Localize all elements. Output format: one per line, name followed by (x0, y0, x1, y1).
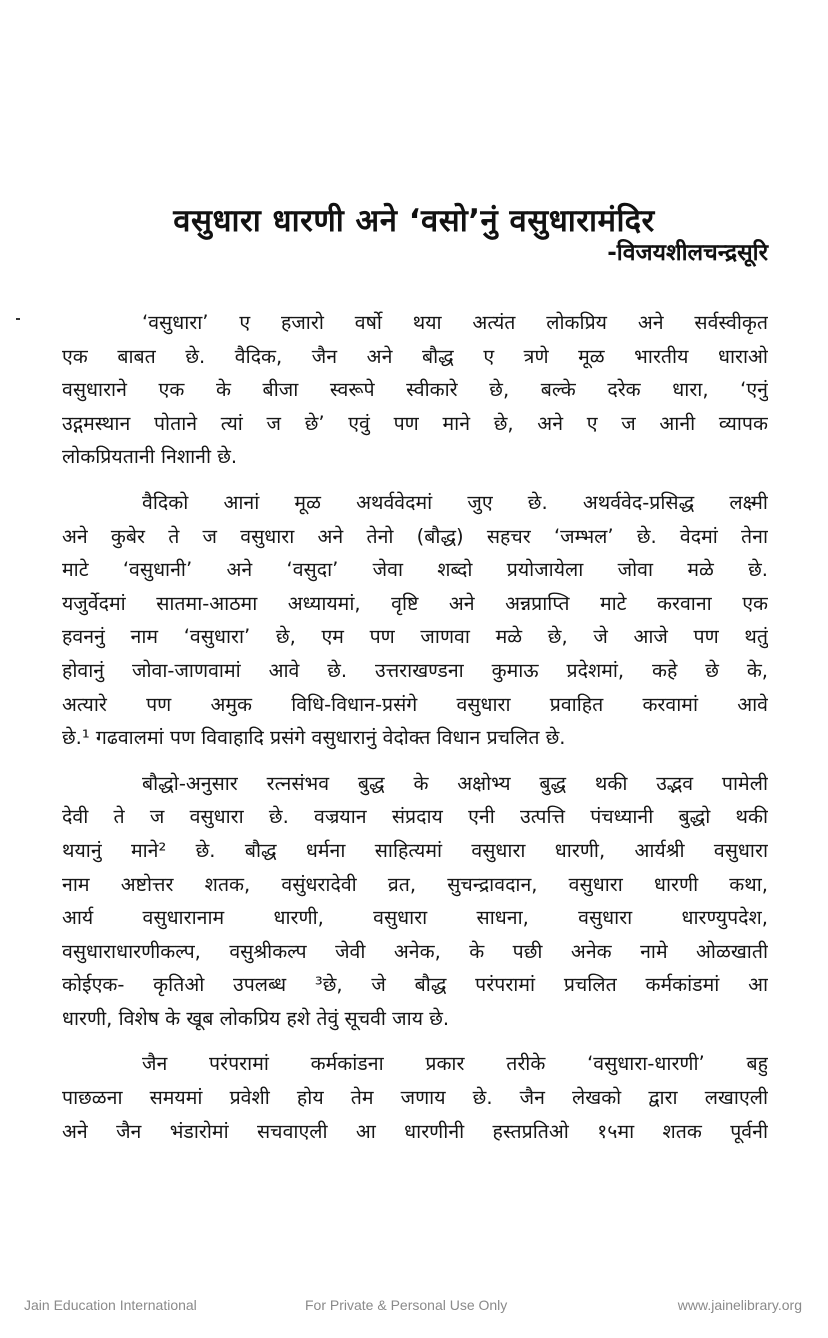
text-line: वसुधाराने एक के बीजा स्वरूपे स्वीकारे छे, बल्के दरेक धारा, ‘एनुं (62, 378, 768, 402)
text-line: देवी ते ज वसुधारा छे. वज्रयान संप्रदाय एनी उत्पत्ति पंचध्यानी बुद्धो थकी (62, 805, 768, 829)
text-line: छे.¹ गढवालमां पण विवाहादि प्रसंगे वसुधारानुं वेदोक्त विधान प्रचलित छे. (62, 726, 566, 750)
text-line: होवानुं जोवा-जाणवामां आवे छे. उत्तराखण्डना कुमाऊ प्रदेशमां, कहे छे के, (62, 658, 768, 682)
author-byline: -विजयशीलचन्द्रसूरि (607, 240, 768, 266)
text-line: वसुधाराधारणीकल्प, वसुश्रीकल्प जेवी अनेक, के पछी अनेक नामे ओळखाती (62, 939, 768, 963)
paragraph-1 (62, 306, 768, 474)
footer-publisher: Jain Education International (24, 1297, 197, 1313)
text-line: अने जैन भंडारोमां सचवाएली आ धारणीनी हस्तप्रतिओ १५मा शतक पूर्वनी (62, 1119, 768, 1143)
footer-website-link[interactable]: www.jainelibrary.org (677, 1297, 802, 1313)
text-line: उद्गमस्थान पोताने त्यां ज छे’ एवुं पण माने छे, अने ए ज आनी व्यापक (62, 411, 768, 435)
text-line: लोकप्रियतानी निशानी छे. (62, 445, 238, 469)
page-footer (0, 1297, 828, 1317)
text-line: यजुर्वेदमां सातमा-आठमा अध्यायमां, वृष्टि अने अन्नप्राप्ति माटे करवाना एक (62, 591, 768, 615)
scan-margin-mark (16, 318, 20, 320)
text-line: हवननुं नाम ‘वसुधारा’ छे, एम पण जाणवा मळे छे, जे आजे पण थतुं (62, 625, 768, 649)
text-line: थयानुं माने² छे. बौद्ध धर्मना साहित्यमां वसुधारा धारणी, आर्यश्री वसुधारा (62, 838, 768, 862)
text-line: वैदिको आनां मूळ अथर्ववेदमां जुए छे. अथर्ववेद-प्रसिद्ध लक्ष्मी (142, 490, 768, 514)
paragraph-3 (62, 767, 768, 1036)
text-line: बौद्धो-अनुसार रत्नसंभव बुद्ध के अक्षोभ्य बुद्ध थकी उद्भव पामेली (142, 771, 768, 795)
text-line: पाछळना समयमां प्रवेशी होय तेम जणाय छे. जैन लेखको द्वारा लखाएली (62, 1086, 768, 1110)
paragraph-4 (62, 1047, 768, 1148)
page-title: वसुधारा धारणी अने ‘वसो’नुं वसुधारामंदिर (173, 202, 655, 239)
text-line: अने कुबेर ते ज वसुधारा अने तेनो (बौद्ध) सहचर ‘जम्भल’ छे. वेदमां तेना (62, 524, 768, 548)
text-line: कोईएक- कृतिओ उपलब्ध ³छे, जे बौद्ध परंपरामां प्रचलित कर्मकांडमां आ (62, 973, 768, 997)
text-line: अत्यारे पण अमुक विधि-विधान-प्रसंगे वसुधारा प्रवाहित करवामां आवे (62, 692, 768, 716)
text-line: नाम अष्टोत्तर शतक, वसुंधरादेवी व्रत, सुचन्द्रावदान, वसुधारा धारणी कथा, (62, 872, 768, 896)
paragraph-2 (62, 486, 768, 755)
text-line: माटे ‘वसुधानी’ अने ‘वसुदा’ जेवा शब्दो प्रयोजायेला जोवा मळे छे. (62, 558, 768, 582)
text-line: धारणी, विशेष के खूब लोकप्रिय हशे तेवुं सूचवी जाय छे. (62, 1006, 450, 1030)
footer-usage-notice: For Private & Personal Use Only (305, 1297, 508, 1313)
text-line: एक बाबत छे. वैदिक, जैन अने बौद्ध ए त्रणे मूळ भारतीय धाराओ (62, 344, 768, 368)
text-line: आर्य वसुधारानाम धारणी, वसुधारा साधना, वसुधारा धारण्युपदेश, (62, 906, 768, 930)
article-body (62, 306, 768, 1160)
text-line: जैन परंपरामां कर्मकांडना प्रकार तरीके ‘वसुधारा-धारणी’ बहु (142, 1052, 768, 1076)
text-line: ‘वसुधारा’ ए हजारो वर्षो थया अत्यंत लोकप्रिय अने सर्वस्वीकृत (142, 311, 768, 334)
